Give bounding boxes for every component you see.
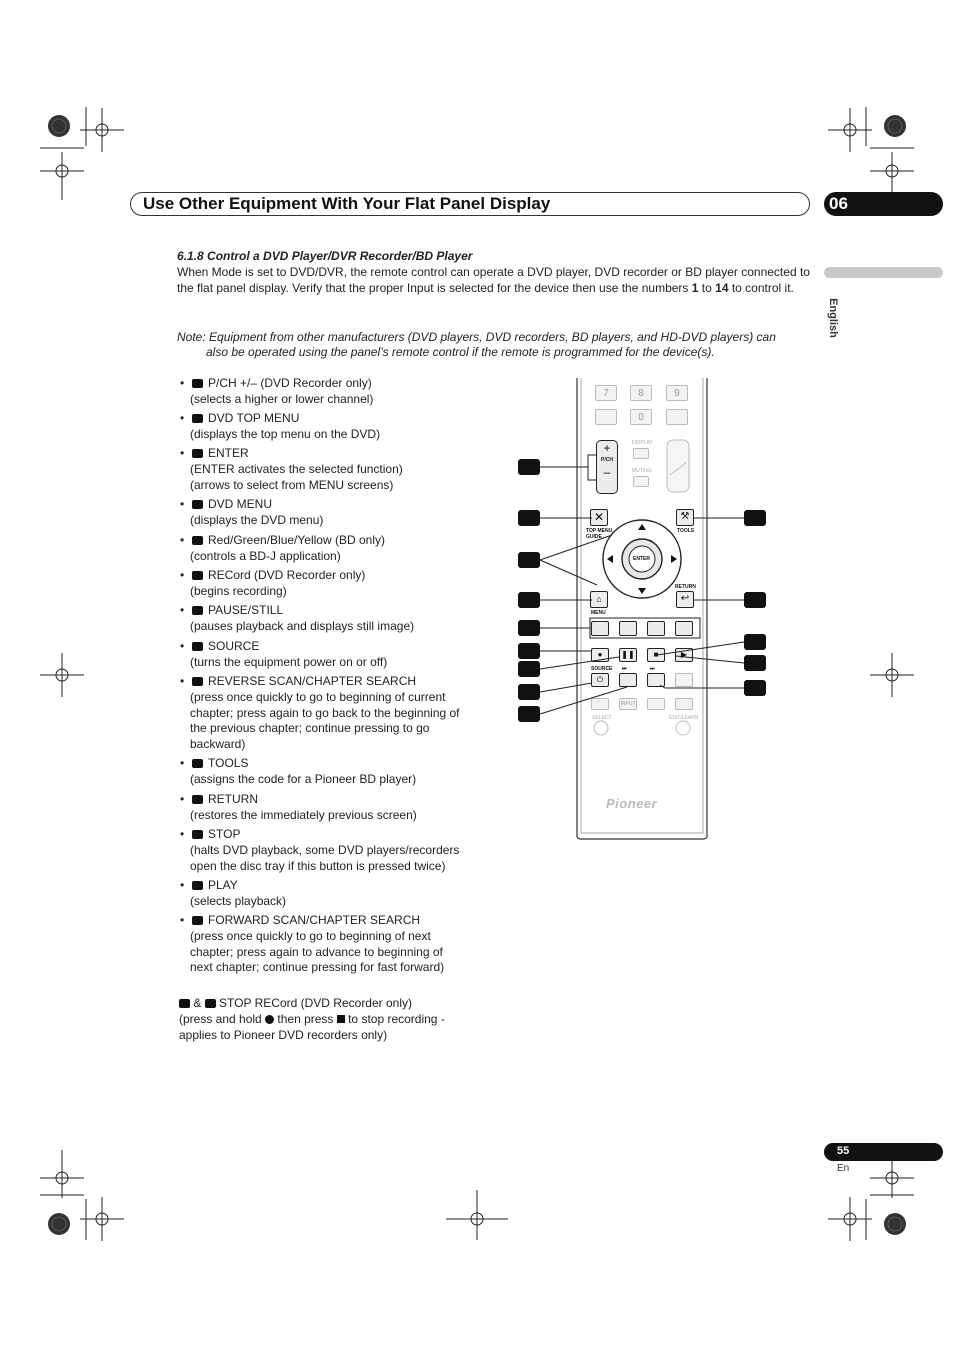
callout-tag <box>744 510 766 526</box>
top-menu-key: ✕ <box>590 509 608 526</box>
section-title: 6.1.8 Control a DVD Player/DVR Recorder/BD Player <box>177 249 473 263</box>
chapter-title: Use Other Equipment With Your Flat Panel Display <box>143 194 551 213</box>
stop-record-note: & STOP RECord (DVD Recorder only) (press and hold then press to stop recording - applies to Pioneer DVD recorders only) <box>179 996 445 1042</box>
select-label: SELECT <box>592 715 612 721</box>
top-menu-label: TOP MENU GUIDE <box>586 528 613 540</box>
callout-tag <box>518 552 540 568</box>
tools-key: ⚒ <box>676 509 694 526</box>
next-label: ⏭ <box>650 666 655 672</box>
tools-label: TOOLS <box>677 528 695 534</box>
callout-tag <box>518 684 540 700</box>
intro-paragraph: When Mode is set to DVD/DVR, the remote control can operate a DVD player, DVD recorder or BD player connected to the flat panel display. Verify that the proper Input is selected for the device then use the numbers 1 to 14 to control it. <box>177 265 810 295</box>
callout-tag <box>518 661 540 677</box>
callout-tag <box>744 655 766 671</box>
pause-key: ❚❚ <box>619 648 637 662</box>
callout-tag <box>744 680 766 696</box>
page-number: 55 <box>837 1145 850 1157</box>
callout-tag <box>518 706 540 722</box>
list-item: • TOOLS (assigns the code for a Pioneer BD player) <box>180 756 417 786</box>
language-label: English <box>827 298 839 338</box>
list-item: • DVD TOP MENU (displays the top menu on the DVD) <box>180 411 381 441</box>
list-item: • DVD MENU (displays the DVD menu) <box>180 497 324 527</box>
enter-label: ENTER <box>633 556 650 562</box>
list-item: • P/CH +/– (DVD Recorder only) (selects a higher or lower channel) <box>180 376 374 406</box>
callout-tag <box>518 459 540 475</box>
pch-rocker: + P/CH – <box>596 440 618 494</box>
chapter-number: 06 <box>829 194 848 213</box>
note-paragraph: Note: Equipment from other manufacturers (DVD players, DVD recorders, BD players, and HD-DVD players) can also be operated using the panel’s remote control if the remote is programmed for the device(s). <box>177 330 776 359</box>
pioneer-logo: Pioneer <box>606 796 658 811</box>
callout-tag <box>744 634 766 650</box>
callout-tag <box>518 643 540 659</box>
callout-tag <box>518 620 540 636</box>
menu-key: ⌂ <box>590 591 608 608</box>
key-0: 0 <box>630 409 652 425</box>
list-item: • Red/Green/Blue/Yellow (BD only) (controls a BD-J application) <box>180 533 385 563</box>
edit-learn-label: EDIT/LEARN <box>669 715 699 721</box>
list-item: • FORWARD SCAN/CHAPTER SEARCH (press once quickly to go to beginning of next chapter; press again to advance to beginning of next chapter; continue pressing for fast forward) <box>180 913 445 975</box>
page-language-code: En <box>837 1163 850 1174</box>
key-7: 7 <box>595 385 617 401</box>
callout-tag <box>518 510 540 526</box>
prev-label: ⏮ <box>622 666 627 672</box>
list-item: • PLAY (selects playback) <box>180 878 287 908</box>
return-key: ↩ <box>676 591 694 608</box>
list-item: • ENTER (ENTER activates the selected function) (arrows to select from MENU screens) <box>180 446 403 492</box>
list-item: • RETURN (restores the immediately previous screen) <box>180 792 417 822</box>
play-key: ▶ <box>675 648 693 662</box>
record-key: ● <box>591 648 609 662</box>
menu-label: MENU <box>591 610 606 616</box>
source-key: ⏻ <box>591 673 609 687</box>
source-label: SOURCE <box>591 666 613 672</box>
display-label: DISPLAY <box>632 440 653 446</box>
muting-label: MUTING <box>632 468 652 474</box>
list-item: • SOURCE (turns the equipment power on or off) <box>180 639 388 669</box>
list-item: • REVERSE SCAN/CHAPTER SEARCH (press once quickly to go to beginning of current chapter; press again to go back to the beginning of the previous chapter; continue pressing to go backward) <box>180 674 460 752</box>
stop-key: ■ <box>647 648 665 662</box>
callout-tag <box>744 592 766 608</box>
list-item: • PAUSE/STILL (pauses playback and displays still image) <box>180 603 415 633</box>
list-item: • STOP (halts DVD playback, some DVD players/recorders open the disc tray if this button is pressed twice) <box>180 827 460 873</box>
key-9: 9 <box>666 385 688 401</box>
return-label: RETURN <box>675 584 696 590</box>
callout-tag <box>518 592 540 608</box>
input-key: INPUT <box>619 698 637 710</box>
list-item: • RECord (DVD Recorder only) (begins recording) <box>180 568 366 598</box>
key-8: 8 <box>630 385 652 401</box>
